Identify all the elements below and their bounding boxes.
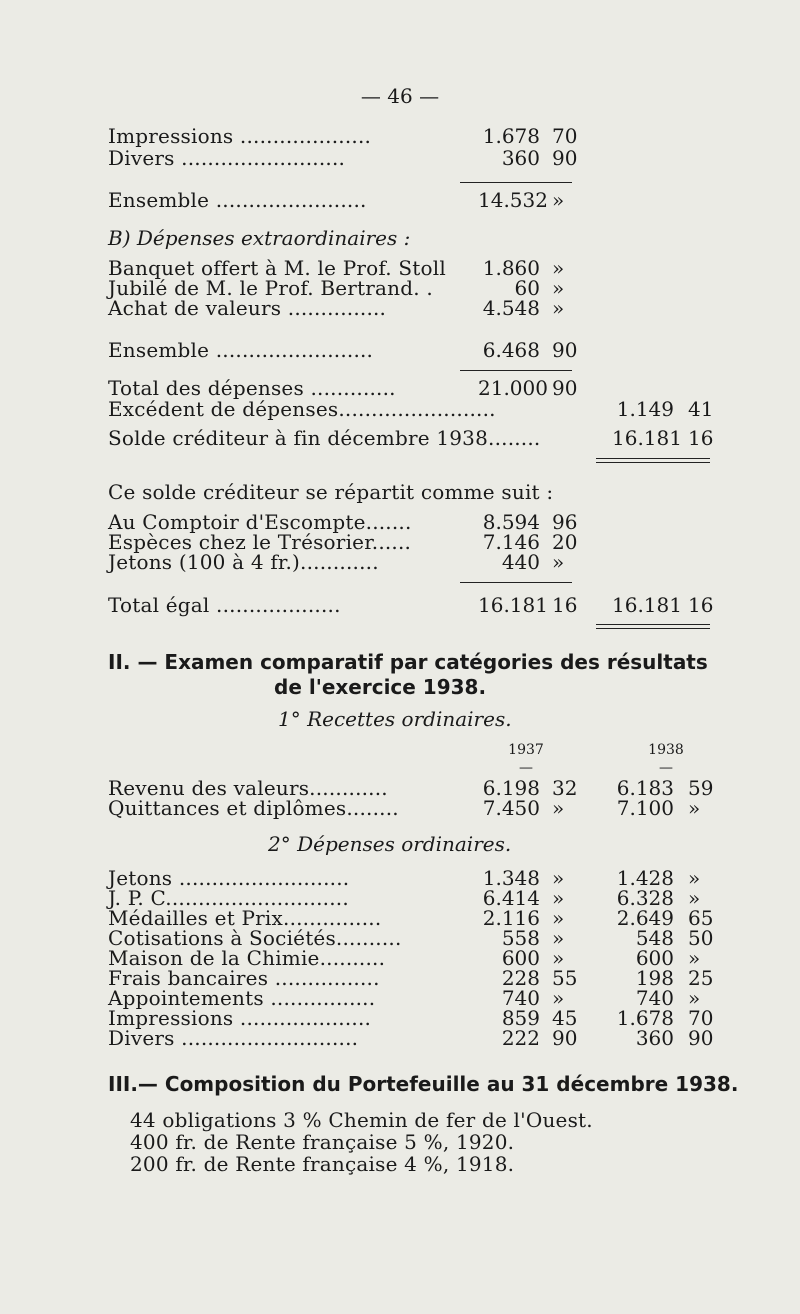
depense-1938-cents: » [688, 886, 701, 910]
item-cents: 20 [552, 530, 578, 554]
depense-label: Frais bancaires ................ [108, 966, 380, 990]
portefeuille-line: 44 obligations 3 % Chemin de fer de l'Ouest. [130, 1108, 593, 1132]
recette-1938-cents: » [688, 796, 701, 820]
recette-label: Revenu des valeurs............ [108, 776, 388, 800]
recette-1938-cents: 59 [688, 776, 714, 800]
item-label: Au Comptoir d'Escompte....... [108, 510, 412, 534]
total-egal-cents-2: 16 [688, 593, 714, 617]
recette-1937-cents: 32 [552, 776, 578, 800]
item-amount: 4.548 [482, 296, 540, 320]
depenses-title: 2° Dépenses ordinaires. [268, 832, 512, 856]
page-number: — 46 — [360, 84, 440, 108]
repartition-intro: Ce solde créditeur se répartit comme suit : [108, 480, 554, 504]
depense-1937-amount: 228 [501, 966, 540, 990]
depense-1938-cents: 90 [688, 1026, 714, 1050]
total-depenses-cents: 90 [552, 376, 578, 400]
depense-label: Divers ........................... [108, 1026, 359, 1050]
item-cents: » [552, 256, 565, 280]
depense-1937-amount: 600 [501, 946, 540, 970]
depense-1937-cents: » [552, 866, 565, 890]
item-cents: 96 [552, 510, 578, 534]
depense-label: Maison de la Chimie.......... [108, 946, 386, 970]
depense-1938-cents: 50 [688, 926, 714, 950]
ensemble-amount: 14.532 [478, 188, 548, 212]
item-amount: 1.860 [482, 256, 540, 280]
depense-label: Cotisations à Sociétés.......... [108, 926, 402, 950]
depense-1938-cents: 65 [688, 906, 714, 930]
item-amount: 8.594 [482, 510, 540, 534]
item-label: Jubilé de M. le Prof. Bertrand. . [108, 276, 433, 300]
item-label: Impressions .................... [108, 124, 372, 148]
depense-1938-amount: 740 [635, 986, 674, 1010]
depense-1937-amount: 2.116 [482, 906, 540, 930]
depense-1938-cents: 25 [688, 966, 714, 990]
section-ii-heading: II. — Examen comparatif par catégories des résultats [108, 650, 708, 674]
depense-label: Impressions .................... [108, 1006, 372, 1030]
double-rule [596, 624, 710, 629]
recette-1938-amount: 6.183 [616, 776, 674, 800]
depense-1938-amount: 360 [635, 1026, 674, 1050]
depense-1937-amount: 222 [501, 1026, 540, 1050]
excedent-cents: 41 [688, 397, 714, 421]
excedent-label: Excédent de dépenses........................ [108, 397, 496, 421]
depense-1938-cents: » [688, 866, 701, 890]
item-amount: 360 [501, 146, 540, 170]
solde-cents: 16 [688, 426, 714, 450]
item-cents: 70 [552, 124, 578, 148]
depense-1938-amount: 600 [635, 946, 674, 970]
solde-label: Solde créditeur à fin décembre 1938........ [108, 426, 541, 450]
ensemble-label: Ensemble ........................ [108, 338, 374, 362]
item-label: Achat de valeurs ............... [108, 296, 387, 320]
item-amount: 7.146 [482, 530, 540, 554]
depense-1937-amount: 859 [501, 1006, 540, 1030]
item-amount: 1.678 [482, 124, 540, 148]
ensemble-cents: 90 [552, 338, 578, 362]
recettes-title: 1° Recettes ordinaires. [278, 707, 512, 731]
ensemble-amount: 6.468 [482, 338, 540, 362]
depense-1937-cents: 90 [552, 1026, 578, 1050]
depense-1937-amount: 6.414 [482, 886, 540, 910]
recette-1938-amount: 7.100 [616, 796, 674, 820]
double-rule [596, 458, 710, 463]
recette-label: Quittances et diplômes........ [108, 796, 399, 820]
total-egal-amount-2: 16.181 [612, 593, 682, 617]
recette-1937-amount: 6.198 [482, 776, 540, 800]
depense-1937-amount: 558 [501, 926, 540, 950]
item-amount: 440 [501, 550, 540, 574]
depense-1937-cents: » [552, 906, 565, 930]
sum-rule [460, 182, 572, 183]
depense-1937-cents: » [552, 946, 565, 970]
depense-1938-cents: » [688, 946, 701, 970]
item-amount: 60 [514, 276, 540, 300]
section-b-heading: B) Dépenses extraordinaires : [108, 226, 411, 250]
year-1937-dash: — [519, 760, 533, 776]
item-cents: » [552, 276, 565, 300]
depense-1938-amount: 548 [635, 926, 674, 950]
excedent-amount: 1.149 [616, 397, 674, 421]
sum-rule [460, 582, 572, 583]
total-egal-label: Total égal ................... [108, 593, 341, 617]
total-depenses-amount: 21.000 [478, 376, 548, 400]
depense-1937-cents: 45 [552, 1006, 578, 1030]
portefeuille-line: 400 fr. de Rente française 5 %, 1920. [130, 1130, 515, 1154]
depense-1937-cents: » [552, 986, 565, 1010]
depense-1937-cents: » [552, 886, 565, 910]
ensemble-cents: » [552, 188, 565, 212]
depense-1937-amount: 740 [501, 986, 540, 1010]
section-ii-subheading: de l'exercice 1938. [274, 675, 487, 699]
total-egal-amount: 16.181 [478, 593, 548, 617]
depense-label: Jetons .......................... [108, 866, 350, 890]
depense-1937-amount: 1.348 [482, 866, 540, 890]
item-cents: » [552, 296, 565, 320]
item-label: Banquet offert à M. le Prof. Stoll [108, 256, 446, 280]
solde-amount: 16.181 [612, 426, 682, 450]
section-iii-heading: III.— Composition du Portefeuille au 31 décembre 1938. [108, 1072, 739, 1096]
year-1937: 1937 [508, 742, 544, 758]
year-1938-dash: — [659, 760, 673, 776]
depense-1938-amount: 1.428 [616, 866, 674, 890]
ensemble-label: Ensemble ....................... [108, 188, 367, 212]
depense-1937-cents: 55 [552, 966, 578, 990]
item-cents: 90 [552, 146, 578, 170]
item-cents: » [552, 550, 565, 574]
depense-1938-cents: » [688, 986, 701, 1010]
depense-1938-cents: 70 [688, 1006, 714, 1030]
portefeuille-line: 200 fr. de Rente française 4 %, 1918. [130, 1152, 515, 1176]
depense-1938-amount: 198 [635, 966, 674, 990]
recette-1937-amount: 7.450 [482, 796, 540, 820]
item-label: Divers ......................... [108, 146, 346, 170]
recette-1937-cents: » [552, 796, 565, 820]
sum-rule [460, 370, 572, 371]
depense-1938-amount: 2.649 [616, 906, 674, 930]
depense-label: J. P. C............................ [108, 886, 349, 910]
depense-label: Médailles et Prix............... [108, 906, 382, 930]
depense-1937-cents: » [552, 926, 565, 950]
item-label: Espèces chez le Trésorier...... [108, 530, 412, 554]
total-depenses-label: Total des dépenses ............. [108, 376, 396, 400]
year-1938: 1938 [648, 742, 684, 758]
depense-1938-amount: 1.678 [616, 1006, 674, 1030]
depense-1938-amount: 6.328 [616, 886, 674, 910]
depense-label: Appointements ................ [108, 986, 376, 1010]
item-label: Jetons (100 à 4 fr.)............ [108, 550, 379, 574]
total-egal-cents: 16 [552, 593, 578, 617]
